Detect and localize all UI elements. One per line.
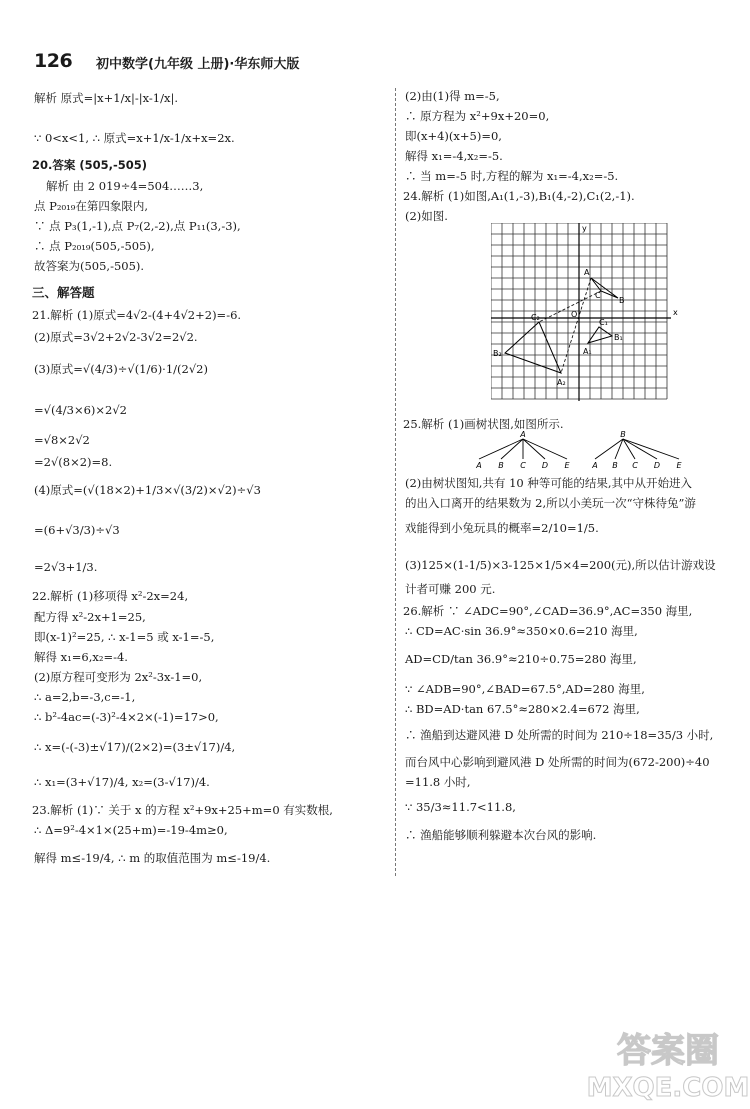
tree-root-2: B [620, 431, 626, 439]
q23-line-7: 解得 x₁=-4,x₂=-5. [405, 149, 503, 163]
point-c2-label: C₂ [531, 313, 540, 322]
q23-line-3: 解得 m≤-19/4, ∴ m 的取值范围为 m≤-19/4. [34, 851, 271, 865]
q26-line-2: ∴ CD=AC·sin 36.9°≈350×0.6=210 海里, [405, 624, 638, 638]
q25-line-1: 25.解析 (1)画树状图,如图所示. [403, 417, 564, 431]
point-b1-label: B₁ [614, 333, 623, 342]
q25-line-4: 戏能得到小兔玩具的概率=2/10=1/5. [405, 521, 599, 535]
q26-line-1: 26.解析 ∵ ∠ADC=90°,∠CAD=36.9°,AC=350 海里, [403, 604, 693, 618]
q22-line-6: ∴ a=2,b=-3,c=-1, [34, 690, 136, 704]
q22-line-8: ∴ x=(-(-3)±√17)/(2×2)=(3±√17)/4, [34, 740, 236, 754]
q21-line-1: 21.解析 (1)原式=4√2-(4+4√2+2)=-6. [32, 308, 242, 322]
q19-line-1: 解析 原式=|x+1/x|-|x-1/x|. [34, 91, 178, 105]
q25-line-6: 计者可赚 200 元. [405, 582, 496, 596]
svg-text:MXQE.COM: MXQE.COM [588, 1073, 748, 1103]
q19-line-2: ∵ 0<x<1, ∴ 原式=x+1/x-1/x+x=2x. [34, 131, 235, 145]
q20-line-4: ∴ 点 P₂₀₁₉(505,-505), [34, 239, 155, 253]
book-title: 初中数学(九年级 上册)·华东师大版 [96, 57, 300, 72]
tree-leaf: B [498, 461, 504, 470]
point-b-label: B [619, 296, 625, 305]
tree-diagram-figure [465, 431, 705, 471]
q21-line-7: (4)原式=(√(18×2)+1/3×√(3/2)×√2)÷√3 [34, 483, 261, 497]
page-number: 126 [34, 50, 73, 72]
tree-leaf: D [653, 461, 661, 470]
q24-line-2: (2)如图. [405, 209, 448, 223]
q24-line-1: 24.解析 (1)如图,A₁(1,-3),B₁(4,-2),C₁(2,-1). [403, 189, 635, 203]
q21-line-6: =2√(8×2)=8. [34, 455, 113, 469]
q21-line-3: (3)原式=√(4/3)÷√(1/6)·1/(2√2) [34, 362, 208, 376]
q26-line-10: ∴ 渔船能够顺利躲避本次台风的影响. [405, 828, 597, 842]
q22-line-2: 配方得 x²-2x+1=25, [34, 610, 146, 624]
q22-line-9: ∴ x₁=(3+√17)/4, x₂=(3-√17)/4. [34, 775, 210, 789]
q26-line-9: ∵ 35/3≈11.7<11.8, [405, 800, 516, 814]
q26-line-6: ∴ 渔船到达避风港 D 处所需的时间为 210÷18=35/3 小时, [405, 728, 714, 742]
q26-line-4: ∵ ∠ADB=90°,∠BAD=67.5°,AD=280 海里, [405, 682, 645, 696]
q20-line-5: 故答案为(505,-505). [34, 259, 145, 273]
q23-line-1: 23.解析 (1)∵ 关于 x 的方程 x²+9x+25+m=0 有实数根, [32, 803, 333, 817]
q23-line-2: ∴ Δ=9²-4×1×(25+m)=-19-4m≥0, [34, 823, 228, 837]
q21-line-8: =(6+√3/3)÷√3 [34, 523, 120, 537]
q25-line-2: (2)由树状图知,共有 10 种等可能的结果,其中从开始进入 [405, 476, 693, 490]
q21-line-4: =√(4/3×6)×2√2 [34, 403, 127, 417]
y-axis-label: y [582, 224, 587, 233]
watermark-logo [588, 1020, 748, 1106]
tree-leaf: E [564, 461, 570, 470]
q22-line-7: ∴ b²-4ac=(-3)²-4×2×(-1)=17>0, [34, 710, 219, 724]
x-axis-label: x [673, 308, 678, 317]
tree-leaf: B [612, 461, 618, 470]
q23-line-5: ∴ 原方程为 x²+9x+20=0, [405, 109, 550, 123]
q21-line-5: =√8×2√2 [34, 433, 90, 447]
q22-line-5: (2)原方程可变形为 2x²-3x-1=0, [34, 670, 203, 684]
q20-line-1: 解析 由 2 019÷4=504……3, [46, 179, 204, 193]
point-a1-label: A₁ [583, 347, 592, 356]
point-a2-label: A₂ [557, 378, 566, 387]
tree-leaf: C [632, 461, 638, 470]
tree-root-1: A [520, 431, 526, 439]
point-c-label: C [595, 291, 601, 300]
tree-leaf: A [476, 461, 482, 470]
q25-line-5: (3)125×(1-1/5)×3-125×1/5×4=200(元),所以估计游戏设 [405, 558, 716, 572]
q26-line-3: AD=CD/tan 36.9°≈210÷0.75=280 海里, [405, 652, 637, 666]
q22-line-1: 22.解析 (1)移项得 x²-2x=24, [32, 589, 189, 603]
section-heading: 三、解答题 [32, 285, 95, 300]
q23-line-8: ∴ 当 m=-5 时,方程的解为 x₁=-4,x₂=-5. [405, 169, 619, 183]
q20-line-2: 点 P₂₀₁₉在第四象限内, [34, 199, 148, 213]
q20-line-3: ∵ 点 P₃(1,-1),点 P₇(2,-2),点 P₁₁(3,-3), [34, 219, 241, 233]
point-b2-label: B₂ [493, 349, 502, 358]
column-divider [395, 88, 396, 876]
q25-line-3: 的出入口离开的结果数为 2,所以小美玩一次“守株待兔”游 [405, 496, 696, 510]
tree-leaf: A [592, 461, 598, 470]
q23-line-4: (2)由(1)得 m=-5, [405, 89, 500, 103]
tree-leaf: E [676, 461, 682, 470]
svg-text:答案圈: 答案圈 [617, 1031, 719, 1071]
q21-line-2: (2)原式=3√2+2√2-3√2=2√2. [34, 330, 198, 344]
q26-line-8: =11.8 小时, [405, 775, 471, 789]
point-c1-label: C₁ [599, 318, 608, 327]
q22-line-3: 即(x-1)²=25, ∴ x-1=5 或 x-1=-5, [34, 630, 215, 644]
q21-line-9: =2√3+1/3. [34, 560, 98, 574]
origin-label: O [571, 310, 578, 319]
q26-line-5: ∴ BD=AD·tan 67.5°≈280×2.4=672 海里, [405, 702, 640, 716]
q23-line-6: 即(x+4)(x+5)=0, [405, 129, 502, 143]
tree-leaf: D [541, 461, 549, 470]
q20-answer: 20.答案 (505,-505) [32, 158, 148, 172]
q26-line-7: 而台风中心影响到避风港 D 处所需的时间为(672-200)÷40 [405, 755, 710, 769]
page-header [34, 50, 724, 74]
coordinate-grid-figure [491, 223, 681, 403]
tree-leaf: C [520, 461, 526, 470]
point-a-label: A [584, 268, 590, 277]
q22-line-4: 解得 x₁=6,x₂=-4. [34, 650, 128, 664]
